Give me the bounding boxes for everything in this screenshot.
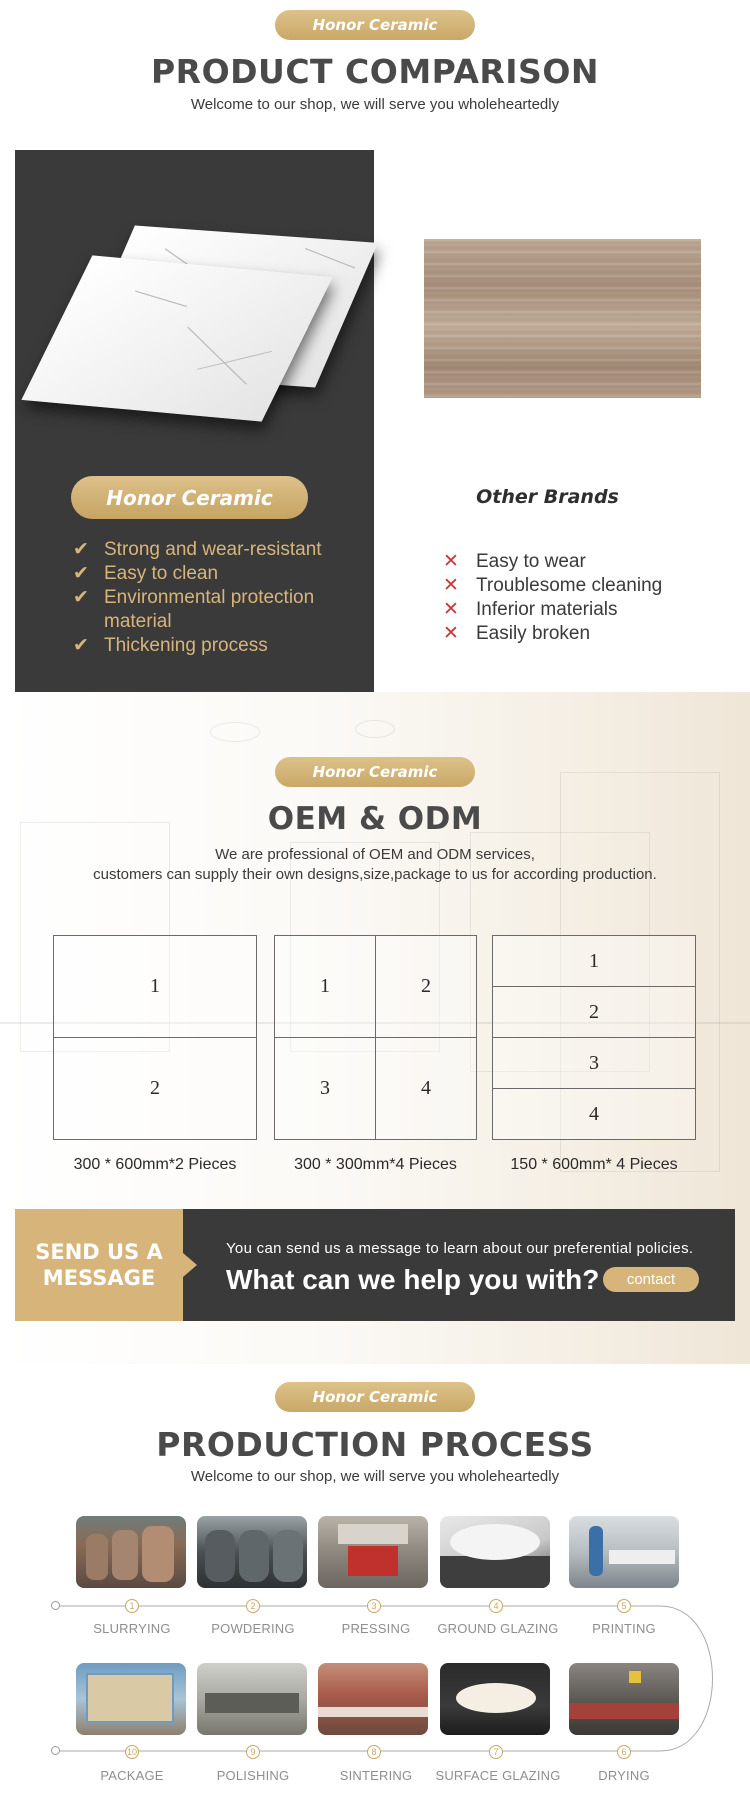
cross-icon: ✕ <box>443 551 459 572</box>
size-layout-2-pieces <box>53 935 257 1140</box>
cross-icon: ✕ <box>443 575 459 596</box>
page-title: PRODUCT COMPARISON <box>151 52 599 91</box>
cons-list <box>443 550 743 646</box>
list-item: ✔ Thickening process <box>73 635 268 656</box>
check-icon: ✔ <box>73 563 89 584</box>
step-label: SINTERING <box>339 1768 413 1783</box>
size-label: 150 * 600mm* 4 Pieces <box>510 1156 678 1173</box>
step-label: DRYING <box>598 1768 650 1783</box>
brand-badge: Honor Ceramic <box>275 757 475 787</box>
list-item: ✕ Easily broken <box>443 623 591 644</box>
polishing-photo <box>197 1663 307 1735</box>
process-subtitle: Welcome to our shop, we will serve you wholeheartedly <box>190 1468 560 1485</box>
list-item: ✕ Inferior materials <box>443 599 618 620</box>
step-number: 10 <box>126 1747 137 1757</box>
size-layout-4-strips <box>492 935 696 1140</box>
tile-cell: 4 <box>492 1088 696 1140</box>
list-item: ✔ Easy to clean <box>73 563 219 584</box>
cross-icon: ✕ <box>443 599 459 620</box>
slurrying-photo <box>76 1516 186 1588</box>
send-message-block[interactable] <box>15 1209 183 1321</box>
size-layout-4-squares <box>274 935 477 1140</box>
check-icon: ✔ <box>73 587 89 608</box>
ground-glazing-photo <box>440 1516 550 1588</box>
step-label: PRINTING <box>592 1621 656 1636</box>
list-item: ✔ Environmental protection material <box>73 587 315 632</box>
oem-title: OEM & ODM <box>267 801 483 837</box>
size-label: 300 * 300mm*4 Pieces <box>294 1156 457 1173</box>
oem-description-line: customers can supply their own designs,size,package to us for according production. <box>93 866 657 883</box>
arrow-right-icon <box>183 1253 197 1277</box>
other-brands-title: Other Brands <box>476 486 619 508</box>
brand-badge: Honor Ceramic <box>275 1382 475 1412</box>
tile-cell: 4 <box>375 1037 477 1140</box>
list-item: ✕ Troublesome cleaning <box>443 575 663 596</box>
message-banner <box>183 1209 735 1321</box>
step-number: 5 <box>617 1599 631 1613</box>
honor-ceramic-button[interactable]: Honor Ceramic <box>71 476 308 519</box>
step-number: 8 <box>367 1745 381 1759</box>
step-number: 2 <box>246 1599 260 1613</box>
tile-cell: 2 <box>375 935 477 1038</box>
line-endpoint <box>51 1601 60 1610</box>
tile-cell: 3 <box>274 1037 376 1140</box>
list-item: ✕ Easy to wear <box>443 551 586 572</box>
process-title: PRODUCTION PROCESS <box>156 1425 594 1464</box>
step-label: SLURRYING <box>93 1621 171 1636</box>
package-photo <box>76 1663 186 1735</box>
step-number: 7 <box>489 1745 503 1759</box>
tile-cell: 1 <box>274 935 376 1038</box>
step-label: POLISHING <box>216 1768 290 1783</box>
step-number: 4 <box>489 1599 503 1613</box>
message-headline: What can we help you with? <box>226 1264 600 1295</box>
step-label: PACKAGE <box>100 1768 164 1783</box>
wood-tile-image <box>424 239 701 398</box>
drying-photo <box>569 1663 679 1735</box>
pressing-photo <box>318 1516 428 1588</box>
step-number: 9 <box>246 1745 260 1759</box>
printing-photo <box>569 1516 679 1588</box>
step-number: 3 <box>367 1599 381 1613</box>
tile-cell: 2 <box>53 1037 257 1140</box>
sintering-photo <box>318 1663 428 1735</box>
tile-cell: 3 <box>492 1037 696 1089</box>
tile-cell: 2 <box>492 986 696 1038</box>
check-icon: ✔ <box>73 539 89 560</box>
step-number: 6 <box>617 1745 631 1759</box>
size-label: 300 * 600mm*2 Pieces <box>73 1156 237 1173</box>
cross-icon: ✕ <box>443 623 459 644</box>
powdering-photo <box>197 1516 307 1588</box>
brand-badge: Honor Ceramic <box>275 10 475 40</box>
step-label: SURFACE GLAZING <box>435 1768 561 1783</box>
step-label: GROUND GLAZING <box>437 1621 559 1636</box>
feature-list <box>73 538 363 658</box>
marble-tile-image <box>30 230 370 420</box>
oem-description-line: We are professional of OEM and ODM services, <box>215 846 535 863</box>
step-label: POWDERING <box>211 1621 295 1636</box>
contact-button[interactable]: contact <box>603 1267 699 1292</box>
line-endpoint <box>51 1746 60 1755</box>
send-message-label: SEND US A MESSAGE <box>35 1240 163 1290</box>
list-item: ✔ Strong and wear-resistant <box>73 539 322 560</box>
step-label: PRESSING <box>341 1621 411 1636</box>
message-subtext: You can send us a message to learn about our preferential policies. <box>226 1240 694 1257</box>
check-icon: ✔ <box>73 635 89 656</box>
tile-cell: 1 <box>492 935 696 987</box>
tile-cell: 1 <box>53 935 257 1038</box>
step-number: 1 <box>125 1599 139 1613</box>
page-subtitle: Welcome to our shop, we will serve you wholeheartedly <box>190 96 560 113</box>
surface-glazing-photo <box>440 1663 550 1735</box>
